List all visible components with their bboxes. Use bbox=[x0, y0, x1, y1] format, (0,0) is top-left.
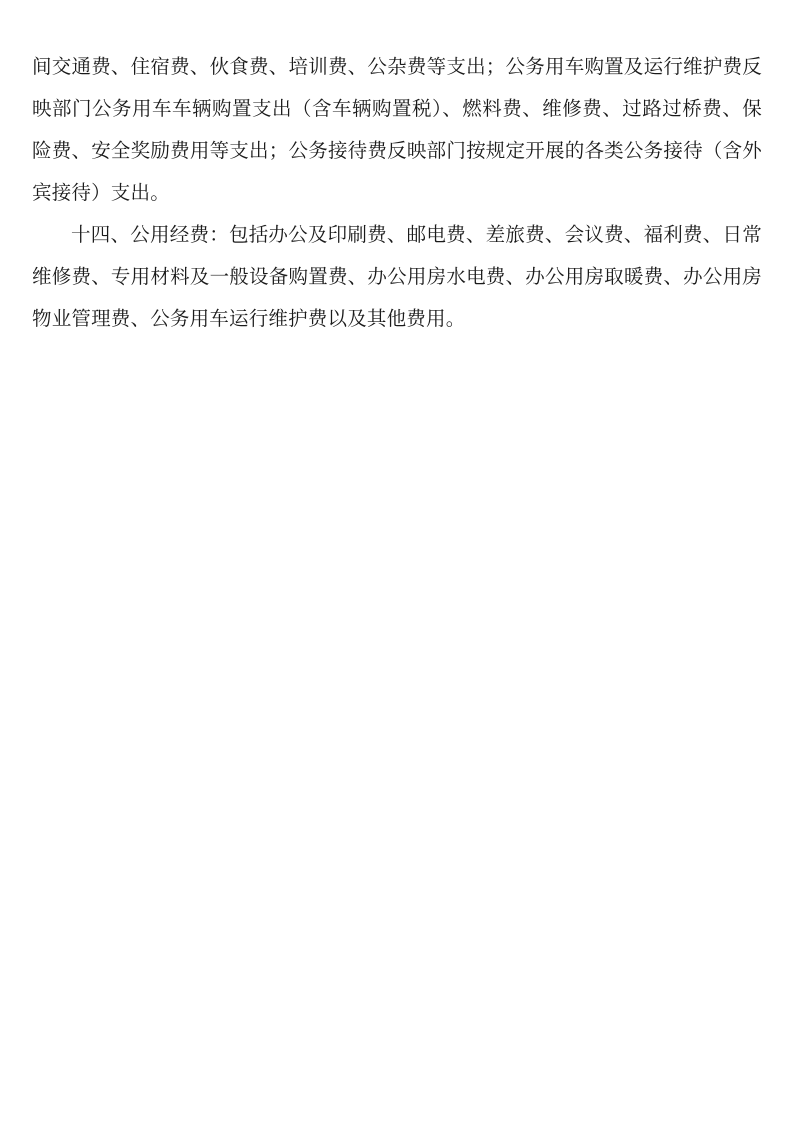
paragraph-item-14: 十四、公用经费：包括办公及印刷费、邮电费、差旅费、会议费、福利费、日常维修费、专用材料及一般设备购置费、办公用房水电费、办公用房取暖费、办公用房物业管理费、公务用车运行维护费以及其他费用。 bbox=[32, 223, 762, 330]
paragraph-continued: 间交通费、住宿费、伙食费、培训费、公杂费等支出；公务用车购置及运行维护费反映部门公务用车车辆购置支出（含车辆购置税）、燃料费、维修费、过路过桥费、保险费、安全奖励费用等支出；公务接待费反映部门按规定开展的各类公务接待（含外宾接待）支出。 bbox=[32, 55, 762, 204]
document-body bbox=[32, 46, 762, 340]
